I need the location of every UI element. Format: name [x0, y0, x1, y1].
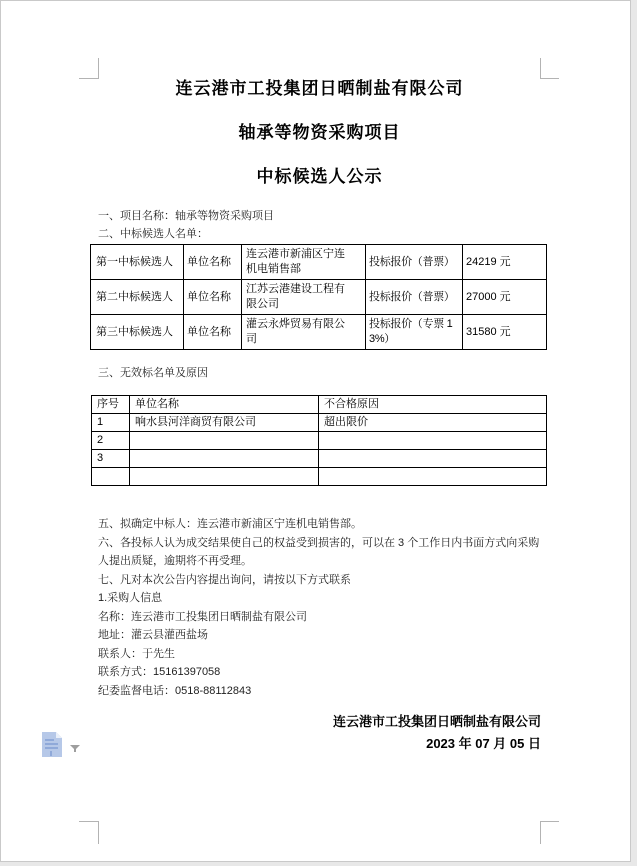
invalid-section-heading: 三、无效标名单及原因 [98, 367, 208, 379]
title-company: 连云港市工投集团日晒制盐有限公司 [175, 79, 464, 98]
invalid-bids-table [91, 395, 547, 486]
body-paragraphs [98, 515, 544, 700]
floating-widget[interactable] [41, 731, 81, 759]
candidate-rank: 第一中标候选人 [91, 245, 184, 280]
row-reason: 超出限价 [319, 414, 547, 432]
margin-mark-bottom-left [79, 821, 99, 844]
purchaser-address: 地址：灌云县灌西盐场 [98, 629, 208, 641]
purchaser-phone: 联系方式：15161397058 [98, 666, 221, 678]
document-title-block [98, 79, 541, 187]
para-contact-intro: 七、凡对本次公告内容提出询问，请按以下方式联系 [98, 573, 351, 586]
row-company [130, 450, 319, 468]
candidate-rank: 第二中标候选人 [91, 280, 184, 315]
signature-company: 连云港市工投集团日晒制盐有限公司 [332, 714, 541, 729]
row-no: 2 [92, 432, 130, 450]
row-reason [319, 450, 547, 468]
margin-mark-bottom-right [540, 821, 559, 844]
row-company [130, 468, 319, 486]
field-label: 单位名称 [184, 315, 242, 350]
signature-block [98, 711, 541, 755]
price-value: 24219 元 [463, 245, 547, 280]
header-reason: 不合格原因 [319, 396, 547, 414]
row-no: 1 [92, 414, 130, 432]
row-no [92, 468, 130, 486]
candidates-heading-line: 二、中标候选人名单： [98, 228, 208, 240]
table-row [91, 280, 547, 315]
purchaser-name: 名称：连云港市工投集团日晒制盐有限公司 [98, 610, 307, 623]
intro-block [98, 207, 544, 243]
table-header-row [92, 396, 547, 414]
purchaser-contact-person: 联系人：于先生 [98, 647, 175, 660]
table-row [91, 245, 547, 280]
header-company: 单位名称 [130, 396, 319, 414]
dropdown-arrow-icon[interactable] [70, 739, 80, 757]
price-label: 投标报价（普票） [366, 245, 463, 280]
header-no: 序号 [92, 396, 130, 414]
field-label: 单位名称 [184, 245, 242, 280]
price-label: 投标报价（普票） [366, 280, 463, 315]
table-row [92, 450, 547, 468]
para-purchaser-heading: 1.采购人信息 [98, 592, 163, 604]
document-format-icon[interactable] [41, 731, 63, 763]
candidate-company: 连云港市新浦区宁连机电销售部 [242, 245, 366, 280]
row-reason [319, 432, 547, 450]
row-company: 响水县河洋商贸有限公司 [130, 414, 319, 432]
candidates-table [90, 244, 547, 350]
table-row [91, 315, 547, 350]
para-winner: 五、拟确定中标人：连云港市新浦区宁连机电销售部。 [98, 518, 362, 530]
table-row [92, 432, 547, 450]
candidate-rank: 第三中标候选人 [91, 315, 184, 350]
margin-mark-top-left [79, 58, 99, 79]
row-no: 3 [92, 450, 130, 468]
table-row [92, 468, 547, 486]
para-objection-2: 人提出质疑，逾期将不再受理。 [98, 555, 252, 567]
title-announcement: 中标候选人公示 [256, 167, 383, 186]
price-value: 27000 元 [463, 280, 547, 315]
margin-mark-top-right [540, 58, 559, 79]
price-value: 31580 元 [463, 315, 547, 350]
row-company [130, 432, 319, 450]
project-name-line: 一、项目名称：轴承等物资采购项目 [98, 210, 274, 222]
supervision-phone: 纪委监督电话：0518-88112843 [98, 684, 252, 697]
price-label: 投标报价（专票 13%） [366, 315, 463, 350]
field-label: 单位名称 [184, 280, 242, 315]
row-reason [319, 468, 547, 486]
candidate-company: 灌云永烨贸易有限公司 [242, 315, 366, 350]
para-objection-1: 六、各投标人认为成交结果使自己的权益受到损害的，可以在 3 个工作日内书面方式向采购 [98, 536, 540, 549]
title-project: 轴承等物资采购项目 [238, 123, 401, 142]
table-row [92, 414, 547, 432]
signature-date: 2023 年 07 月 05 日 [426, 736, 541, 751]
candidate-company: 江苏云港建设工程有限公司 [242, 280, 366, 315]
